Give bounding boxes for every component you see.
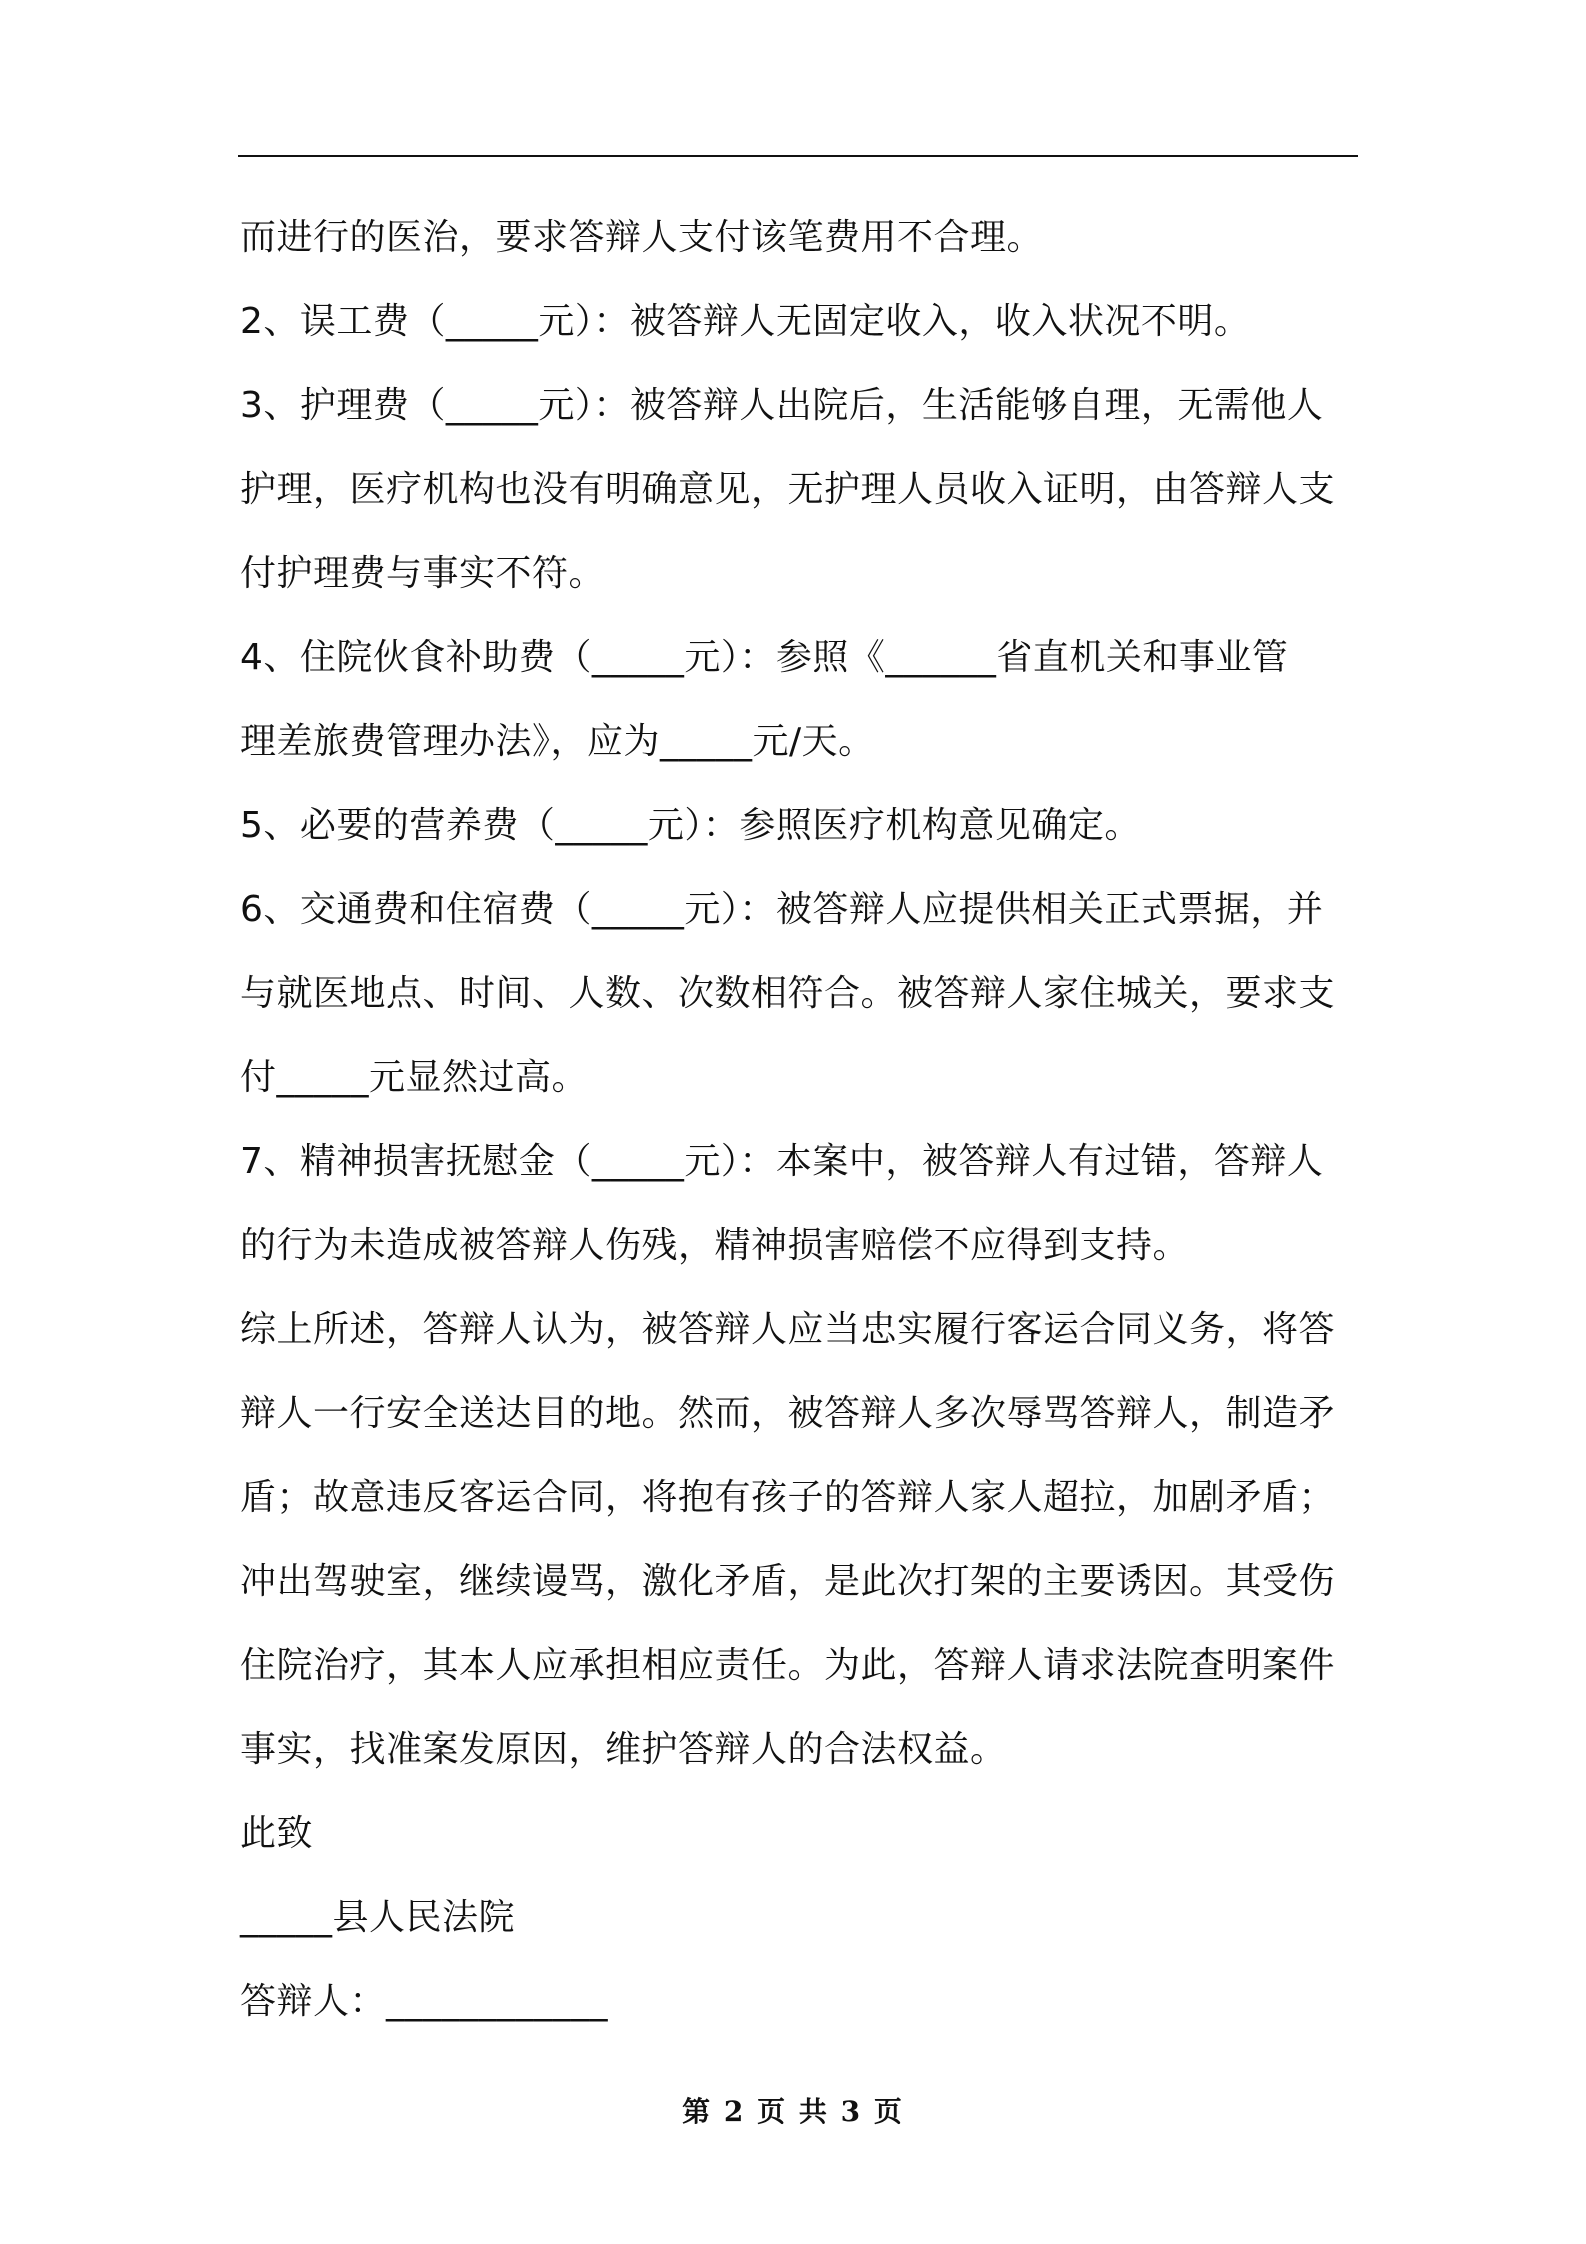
text-line: 的行为未造成被答辩人伤残，精神损害赔偿不应得到支持。 <box>240 1225 1190 1266</box>
court-recipient: _____县人民法院 <box>240 1897 516 1938</box>
text-line: 3、护理费（_____元）：被答辩人出院后，生活能够自理，无需他人 <box>240 385 1324 426</box>
text-line: 4、住院伙食补助费（_____元）：参照《______省直机关和事业管 <box>240 637 1289 678</box>
respondent-signature: 答辩人：____________ <box>240 1981 609 2022</box>
text-line: 盾；故意违反客运合同，将抱有孩子的答辩人家人超拉，加剧矛盾； <box>240 1477 1336 1518</box>
closing-salutation: 此致 <box>240 1813 314 1854</box>
page-number: 第 2 页 共 3 页 <box>682 2095 904 2128</box>
text-line: 冲出驾驶室，继续谩骂，激化矛盾，是此次打架的主要诱因。其受伤 <box>240 1561 1336 1602</box>
text-line: 理差旅费管理办法》，应为_____元/天。 <box>240 721 875 762</box>
text-line: 辩人一行安全送达目的地。然而，被答辩人多次辱骂答辩人，制造矛 <box>240 1393 1336 1434</box>
text-line: 而进行的医治，要求答辩人支付该笔费用不合理。 <box>240 217 1044 258</box>
text-line: 付_____元显然过高。 <box>240 1057 589 1098</box>
text-line: 事实，找准案发原因，维护答辩人的合法权益。 <box>240 1729 1007 1770</box>
text-line: 6、交通费和住宿费（_____元）：被答辩人应提供相关正式票据，并 <box>240 889 1324 930</box>
text-line: 7、精神损害抚慰金（_____元）：本案中，被答辩人有过错，答辩人 <box>240 1141 1324 1182</box>
document-body <box>240 196 1360 2044</box>
text-line: 综上所述，答辩人认为，被答辩人应当忠实履行客运合同义务，将答 <box>240 1309 1336 1350</box>
header-rule <box>238 155 1358 157</box>
text-line: 付护理费与事实不符。 <box>240 553 606 594</box>
text-line: 2、误工费（_____元）：被答辩人无固定收入，收入状况不明。 <box>240 301 1251 342</box>
text-line: 住院治疗，其本人应承担相应责任。为此，答辩人请求法院查明案件 <box>240 1645 1336 1686</box>
text-line: 与就医地点、时间、人数、次数相符合。被答辩人家住城关，要求支 <box>240 973 1336 1014</box>
text-line: 护理，医疗机构也没有明确意见，无护理人员收入证明，由答辩人支 <box>240 469 1336 510</box>
text-line: 5、必要的营养费（_____元）：参照医疗机构意见确定。 <box>240 805 1141 846</box>
